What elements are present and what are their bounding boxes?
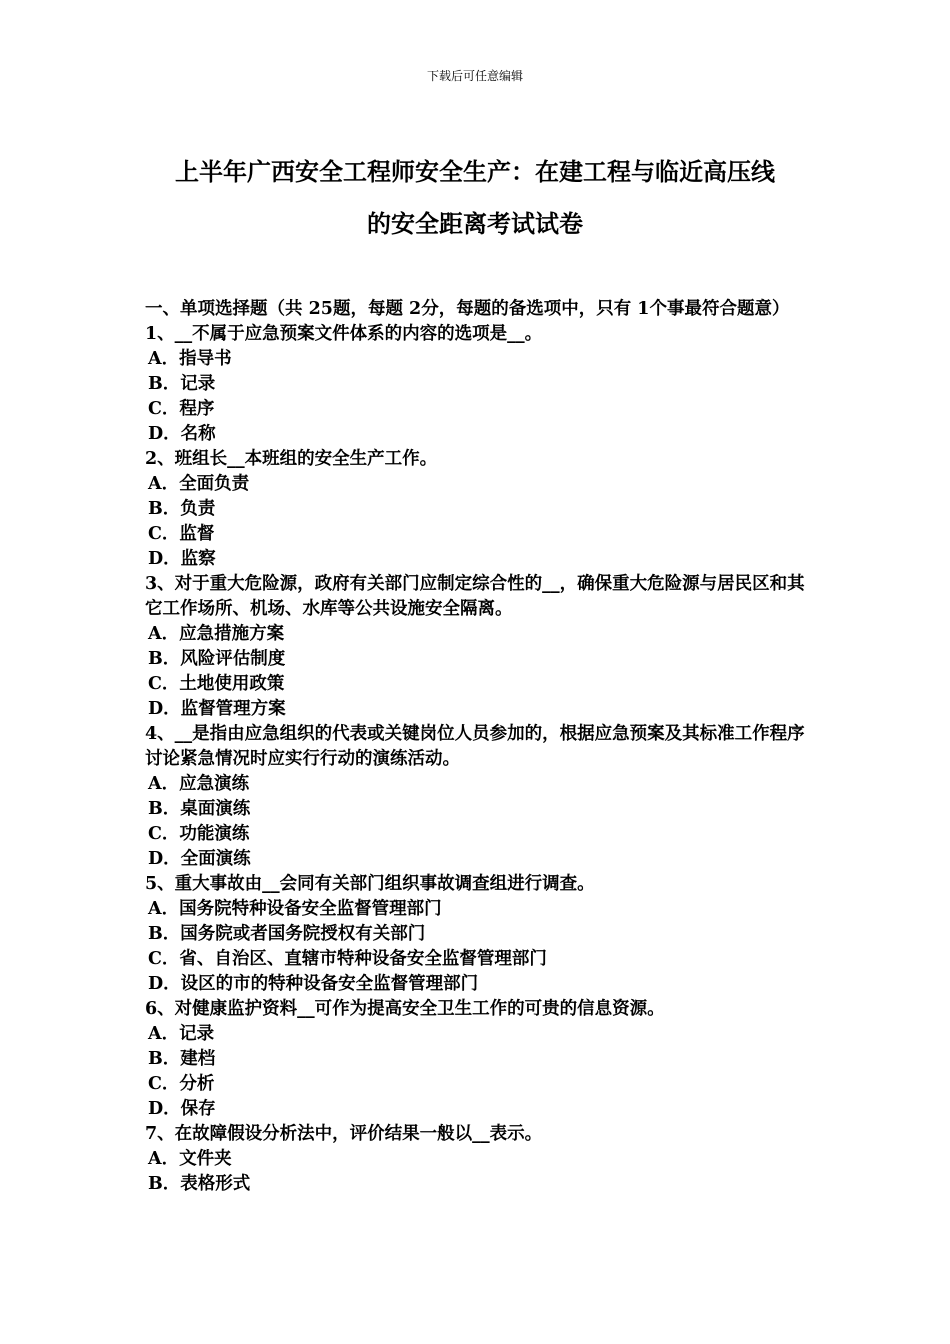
option-a: A．应急措施方案 xyxy=(148,624,285,644)
option-d: D．监察 xyxy=(148,549,216,569)
option-b: B．桌面演练 xyxy=(148,799,251,819)
option-c: C．土地使用政策 xyxy=(148,674,285,694)
exam-content xyxy=(145,297,815,1197)
option-c: C．监督 xyxy=(148,524,215,544)
option-c: C．程序 xyxy=(148,399,215,419)
question-4 xyxy=(145,722,815,872)
question-stem: 7、在故障假设分析法中，评价结果一般以__表示。 xyxy=(145,1124,543,1144)
document-title xyxy=(140,146,810,250)
option-a: A．记录 xyxy=(148,1024,215,1044)
option-a: A．国务院特种设备安全监督管理部门 xyxy=(148,899,442,919)
option-a: A．文件夹 xyxy=(148,1149,232,1169)
option-a: A．全面负责 xyxy=(148,474,250,494)
option-a: A．应急演练 xyxy=(148,774,250,794)
question-5 xyxy=(145,872,815,997)
option-d: D．设区的市的特种设备安全监督管理部门 xyxy=(148,974,479,994)
option-b: B．记录 xyxy=(148,374,216,394)
question-7 xyxy=(145,1122,815,1197)
section-heading: 一、单项选择题（共 25题，每题 2分，每题的备选项中，只有 1个事最符合题意） xyxy=(145,299,790,319)
option-d: D．监督管理方案 xyxy=(148,699,286,719)
header-note: 下载后可任意编辑 xyxy=(426,69,523,83)
question-1 xyxy=(145,322,815,447)
question-stem: 4、__是指由应急组织的代表或关键岗位人员参加的，根据应急预案及其标准工作程序讨论紧急情况时应实行行动的演练活动。 xyxy=(145,724,805,769)
question-stem: 3、对于重大危险源，政府有关部门应制定综合性的__，确保重大危险源与居民区和其它工作场所、机场、水库等公共设施安全隔离。 xyxy=(145,574,805,619)
option-a: A．指导书 xyxy=(148,349,232,369)
question-2 xyxy=(145,447,815,572)
title-line-1: 上半年广西安全工程师安全生产：在建工程与临近高压线 xyxy=(175,157,775,186)
option-d: D．保存 xyxy=(148,1099,216,1119)
option-d: D．全面演练 xyxy=(148,849,251,869)
option-b: B．建档 xyxy=(148,1049,216,1069)
option-b: B．国务院或者国务院授权有关部门 xyxy=(148,924,426,944)
question-3 xyxy=(145,572,815,722)
option-c: C．省、自治区、直辖市特种设备安全监督管理部门 xyxy=(148,949,547,969)
option-b: B．风险评估制度 xyxy=(148,649,286,669)
question-6 xyxy=(145,997,815,1122)
title-line-2: 的安全距离考试试卷 xyxy=(367,209,583,238)
question-stem: 2、班组长__本班组的安全生产工作。 xyxy=(145,449,438,469)
option-b: B．负责 xyxy=(148,499,216,519)
question-stem: 6、对健康监护资料__可作为提高安全卫生工作的可贵的信息资源。 xyxy=(145,999,665,1019)
option-d: D．名称 xyxy=(148,424,216,444)
question-stem: 5、重大事故由__会同有关部门组织事故调查组进行调查。 xyxy=(145,874,595,894)
option-c: C．功能演练 xyxy=(148,824,250,844)
option-c: C．分析 xyxy=(148,1074,215,1094)
question-stem: 1、__不属于应急预案文件体系的内容的选项是__。 xyxy=(145,324,543,344)
option-b: B．表格形式 xyxy=(148,1174,251,1194)
